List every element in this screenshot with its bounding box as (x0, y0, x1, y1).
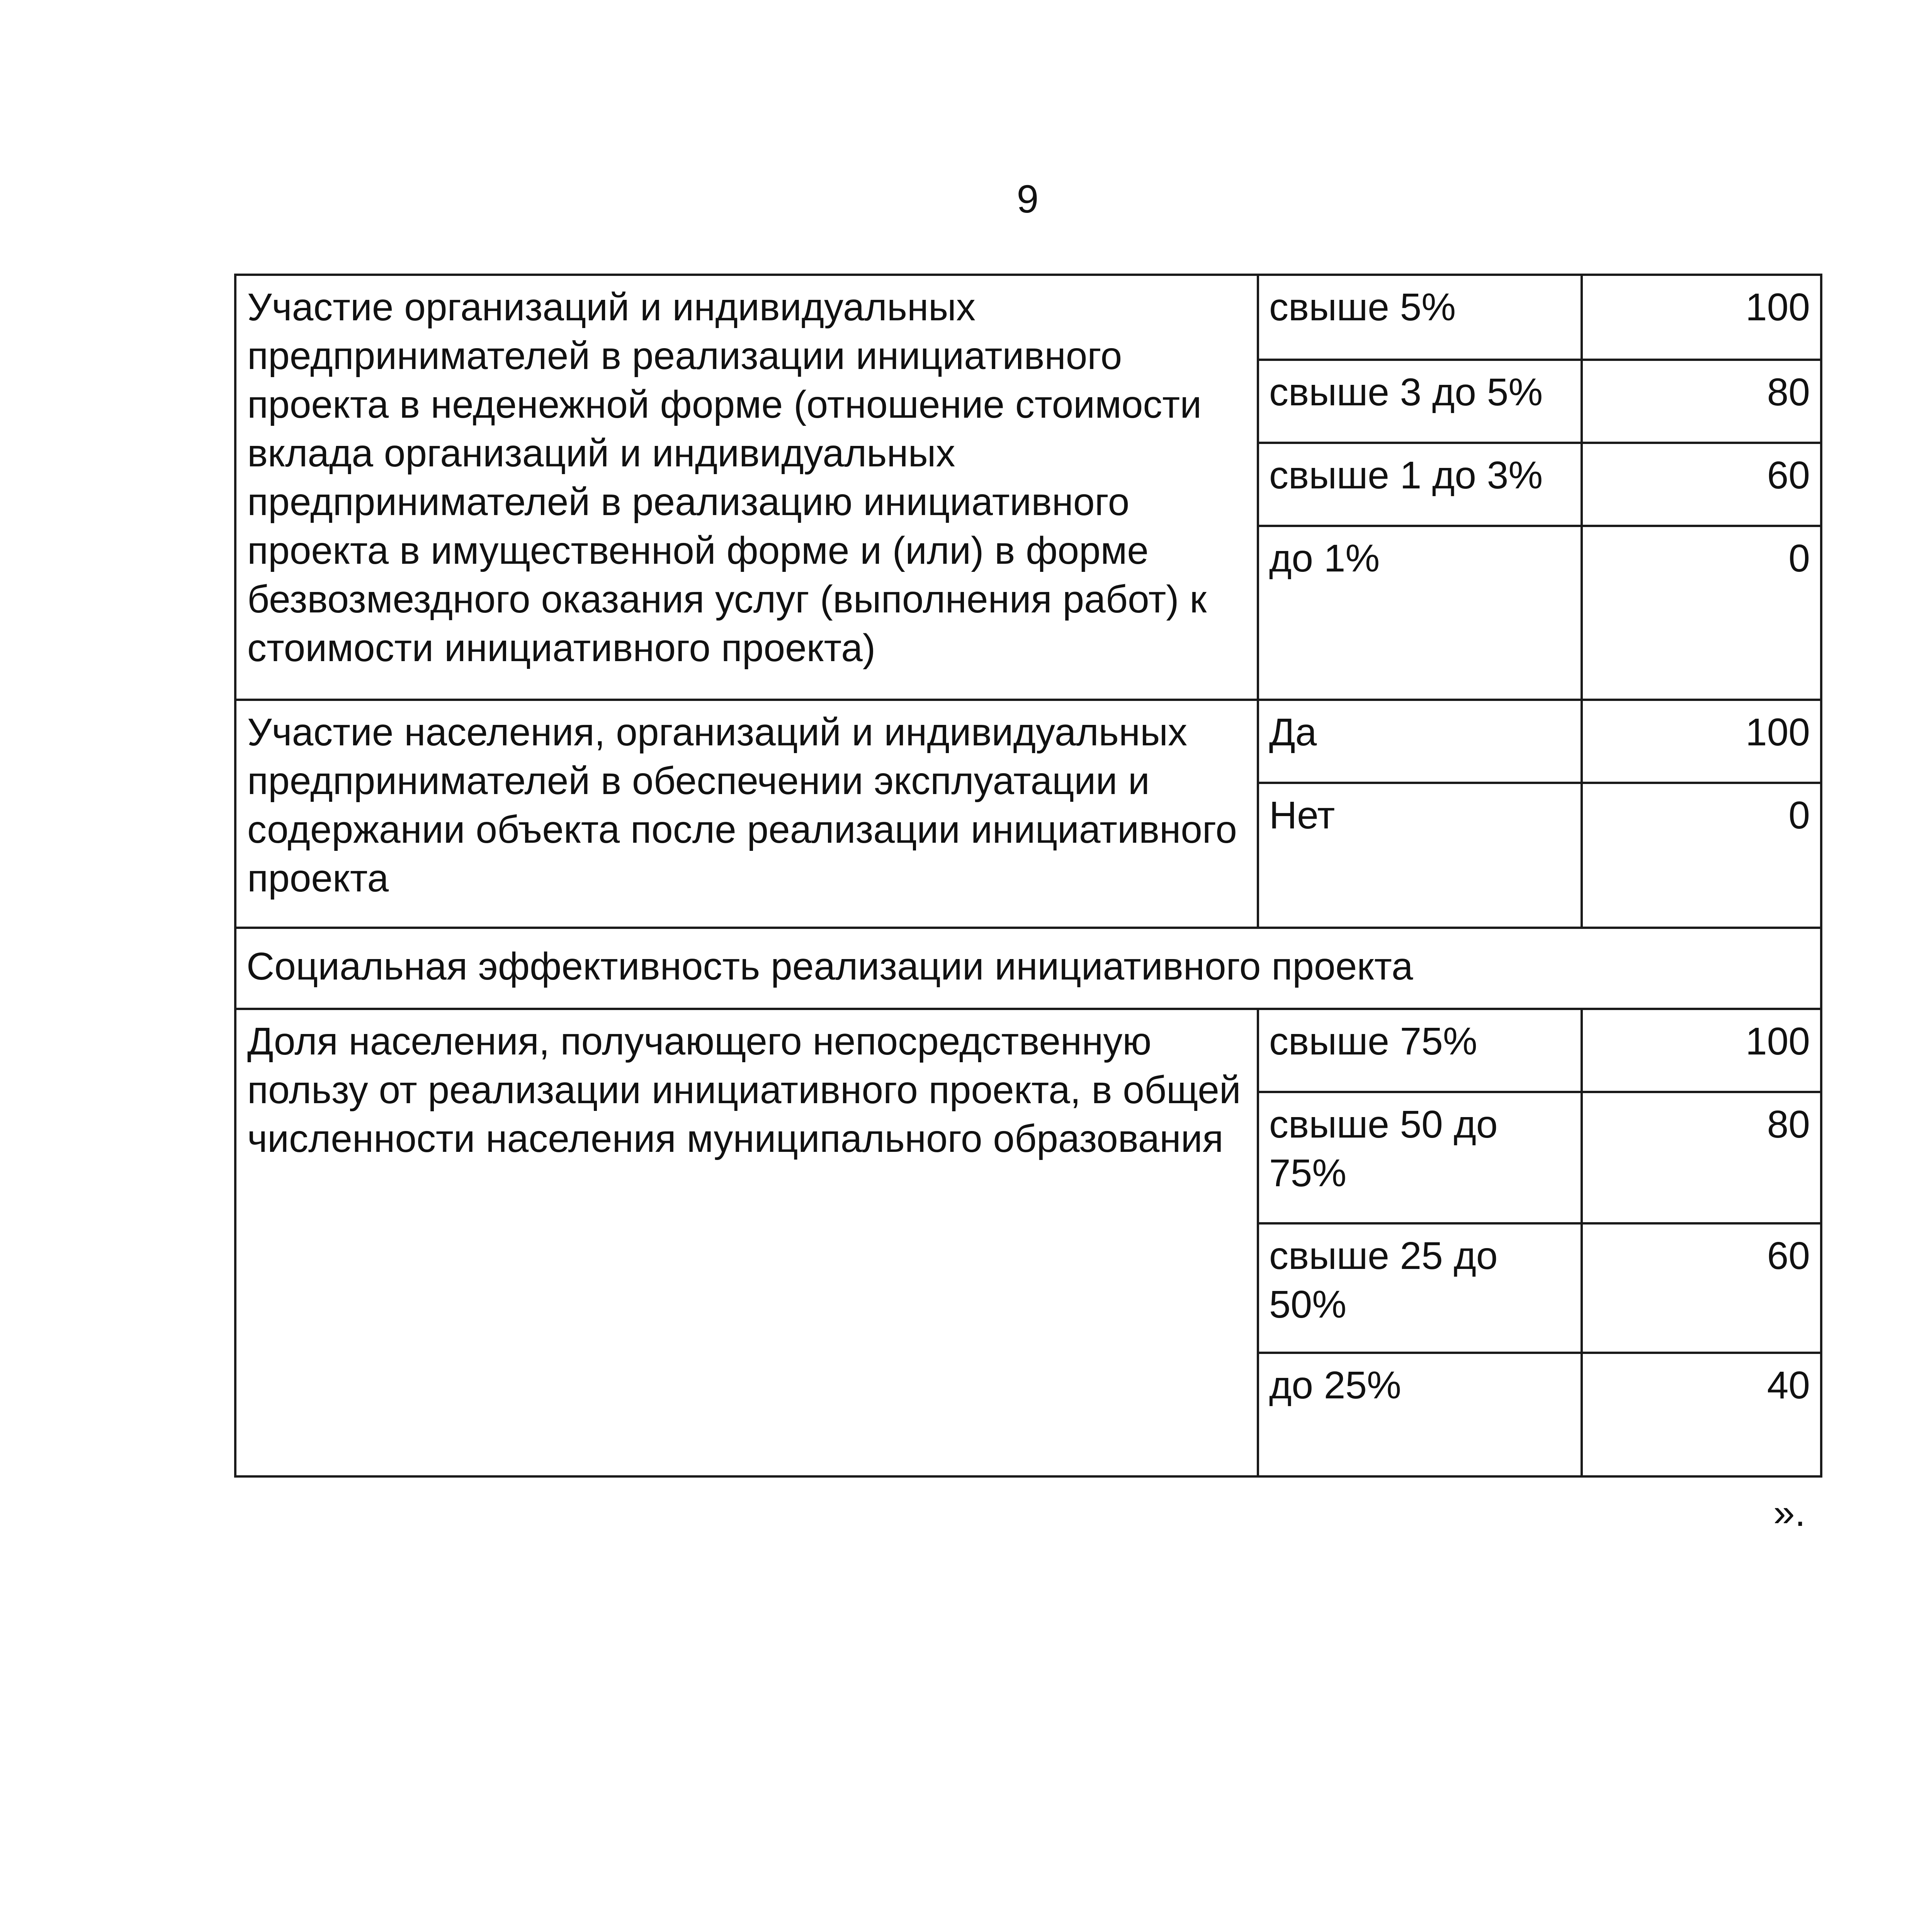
criterion-score: 0 (1582, 783, 1821, 928)
criterion-score: 0 (1582, 526, 1821, 700)
criterion-condition: свыше 3 до 5% (1258, 360, 1582, 443)
criterion-condition: свыше 5% (1258, 275, 1582, 360)
criterion-condition: свыше 50 до 75% (1258, 1092, 1582, 1223)
closing-quote-mark: ». (1773, 1491, 1806, 1534)
criterion-score: 100 (1582, 1009, 1821, 1092)
criterion-score: 60 (1582, 1223, 1821, 1353)
criterion-score: 100 (1582, 700, 1821, 783)
criterion-score: 80 (1582, 1092, 1821, 1223)
criteria-table (234, 274, 1822, 1478)
criterion-condition: Да (1258, 700, 1582, 783)
criterion-score: 100 (1582, 275, 1821, 360)
criterion-description: Участие населения, организаций и индивидуальных предпринимателей в обеспечении эксплуатации и содержании объекта после реализации инициативного проекта (235, 700, 1258, 928)
criterion-condition: свыше 25 до 50% (1258, 1223, 1582, 1353)
table-row (235, 928, 1821, 1009)
table-row (235, 700, 1821, 783)
criterion-score: 40 (1582, 1353, 1821, 1476)
criterion-score: 80 (1582, 360, 1821, 443)
table-row (235, 1009, 1821, 1092)
criterion-condition: до 1% (1258, 526, 1582, 700)
section-heading: Социальная эффективность реализации инициативного проекта (235, 928, 1821, 1009)
page-number: 9 (1016, 177, 1039, 221)
criterion-condition: свыше 75% (1258, 1009, 1582, 1092)
criterion-score: 60 (1582, 443, 1821, 526)
table-row (235, 275, 1821, 360)
criterion-description: Участие организаций и индивидуальных предпринимателей в реализации инициативного проекта в неденежной форме (отношение стоимости вклада организаций и индивидуальных предпринимателей в реализацию инициативного проекта в имущественной форме и (или) в форме безвозмездного оказания услуг (выполнения работ) к стоимости инициативного проекта) (235, 275, 1258, 700)
criterion-condition: до 25% (1258, 1353, 1582, 1476)
criterion-description: Доля населения, получающего непосредственную пользу от реализации инициативного проекта, в общей численности населения муниципального образования (235, 1009, 1258, 1476)
criterion-condition: свыше 1 до 3% (1258, 443, 1582, 526)
criterion-condition: Нет (1258, 783, 1582, 928)
